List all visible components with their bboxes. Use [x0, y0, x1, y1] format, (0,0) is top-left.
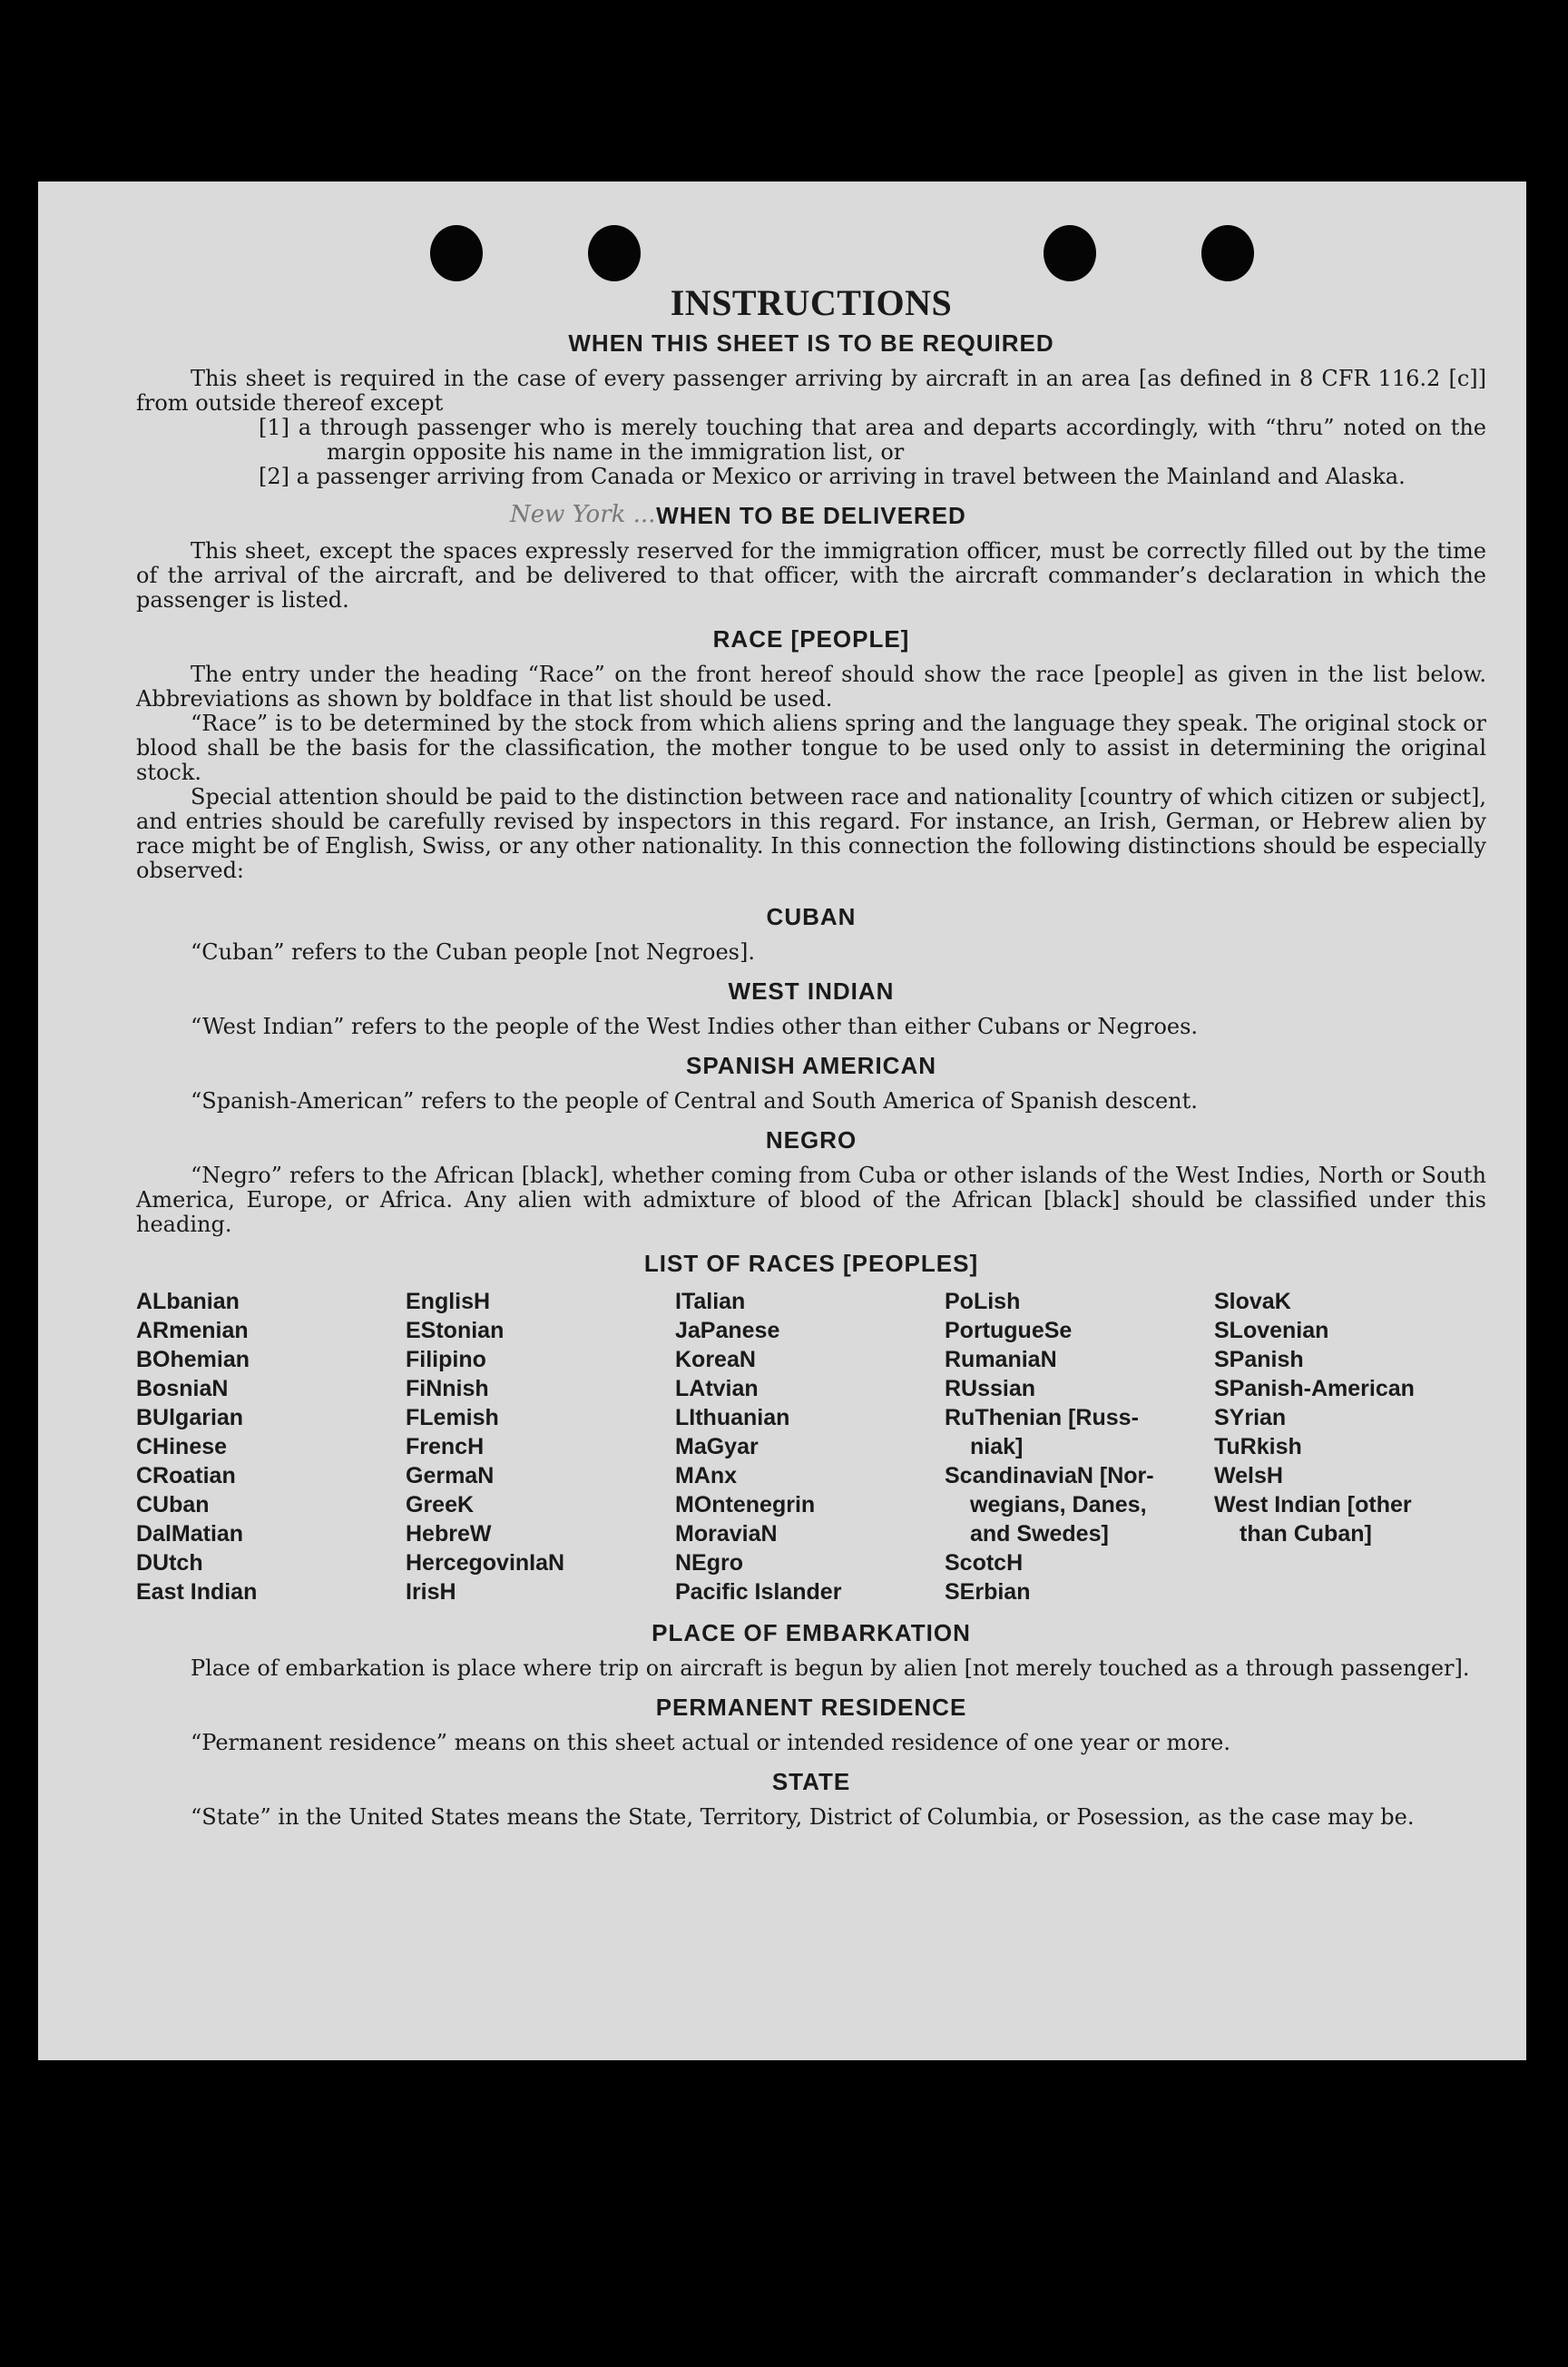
race-item: ARmenian — [136, 1318, 249, 1343]
race-item: SLovenian — [1214, 1318, 1329, 1343]
race-item: GermaN — [406, 1463, 495, 1488]
race-item: NEgro — [675, 1550, 743, 1576]
races-column-1 — [136, 1287, 395, 1606]
race-item: IrisH — [406, 1579, 456, 1605]
race-item: ALbanian — [136, 1289, 240, 1314]
heading-permanent-residence: PERMANENT RESIDENCE — [655, 1694, 967, 1721]
race-item: ScotcH — [945, 1550, 1024, 1576]
race-item: RuThenian [Russ- — [945, 1405, 1139, 1430]
paragraph: “West Indian” refers to the people of the West Indies other than either Cubans or Negroes. — [191, 1014, 1199, 1039]
heading-spanish-american: SPANISH AMERICAN — [685, 1052, 936, 1079]
race-item: BUlgarian — [136, 1405, 244, 1430]
paragraph: Special attention should be paid to the distinction between race and nationality [country of which citizen or subject], and entries should be carefully revised by inspectors in this regard. For instance, an Irish, German, or Hebrew alien by race might be of English, Swiss, or any other nationality. In this connection the following distinctions should be especially observed: — [136, 784, 1486, 883]
races-column-4 — [945, 1287, 1203, 1606]
race-item: PoLish — [945, 1289, 1021, 1314]
race-item: DUtch — [136, 1550, 203, 1576]
race-item: SYrian — [1214, 1405, 1287, 1430]
heading-state: STATE — [771, 1768, 851, 1795]
race-item: MaGyar — [675, 1434, 759, 1459]
races-list — [136, 1287, 1486, 1606]
paragraph: “Cuban” refers to the Cuban people [not Negroes]. — [191, 939, 755, 965]
race-item: West Indian [other — [1214, 1492, 1412, 1517]
punch-hole — [430, 225, 483, 281]
race-item: WelsH — [1214, 1463, 1283, 1488]
instructions-content — [136, 281, 1486, 1830]
list-item: [2] a passenger arriving from Canada or Mexico or arriving in travel between the Mainland and Alaska. — [259, 464, 1406, 489]
heading-when-delivered: WHEN TO BE DELIVERED — [656, 502, 966, 529]
punch-hole — [1044, 225, 1096, 281]
race-item: CUban — [136, 1492, 210, 1517]
race-item: than Cuban] — [1240, 1521, 1372, 1547]
paragraph: “Permanent residence” means on this sheet actual or intended residence of one year or more. — [191, 1730, 1230, 1755]
paragraph: “Race” is to be determined by the stock from which aliens spring and the language they speak. The original stock or blood shall be the basis for the classification, the mother tongue to be used only to assist in determining the original stock. — [136, 711, 1486, 785]
heading-negro: NEGRO — [765, 1126, 858, 1154]
races-column-2 — [406, 1287, 664, 1606]
document-page — [38, 182, 1526, 2060]
paragraph: Place of embarkation is place where trip on aircraft is begun by alien [not merely touched as a through passenger]. — [191, 1655, 1470, 1681]
paragraph: This sheet, except the spaces expressly reserved for the immigration officer, must be correctly filled out by the time of the arrival of the aircraft, and be delivered to that officer, with the aircraft commander’s declaration in which the passenger is listed. — [136, 538, 1486, 613]
punch-hole — [1201, 225, 1254, 281]
paragraph: “Negro” refers to the African [black], whether coming from Cuba or other islands of the West Indies, North or South America, Europe, or Africa. Any alien with admixture of blood of the African [black] should be classified under this heading. — [136, 1163, 1486, 1237]
race-item: RumaniaN — [945, 1347, 1057, 1372]
heading-cuban: CUBAN — [766, 903, 857, 930]
race-item: CRoatian — [136, 1463, 236, 1488]
race-item: SPanish-American — [1214, 1376, 1415, 1401]
race-item: HercegovinIaN — [406, 1550, 565, 1576]
paragraph: “State” in the United States means the State, Territory, District of Columbia, or Posession, as the case may be. — [191, 1804, 1415, 1830]
race-item: MAnx — [675, 1463, 738, 1488]
paragraph: “Spanish-American” refers to the people of Central and South America of Spanish descent. — [191, 1088, 1198, 1114]
race-item: DalMatian — [136, 1521, 244, 1547]
race-item: SErbian — [945, 1579, 1031, 1605]
race-item: ITalian — [675, 1289, 746, 1314]
paragraph: The entry under the heading “Race” on the front hereof should show the race [people] as given in the list below. Abbreviations as shown by boldface in that list should be used. — [136, 662, 1486, 712]
race-item: ScandinaviaN [Nor- — [945, 1463, 1154, 1488]
race-item: niak] — [970, 1434, 1024, 1459]
heading-place-of-embarkation: PLACE OF EMBARKATION — [652, 1619, 971, 1646]
race-item: BOhemian — [136, 1347, 250, 1372]
races-column-3 — [675, 1287, 934, 1606]
race-item: EnglisH — [406, 1289, 491, 1314]
race-item: KoreaN — [675, 1347, 756, 1372]
race-item: Pacific Islander — [675, 1579, 842, 1605]
race-item: CHinese — [136, 1434, 228, 1459]
race-item: FiNnish — [406, 1376, 489, 1401]
race-item: RUssian — [945, 1376, 1036, 1401]
race-item: PortugueSe — [945, 1318, 1073, 1343]
heading-race: RACE [PEOPLE] — [712, 625, 910, 653]
paragraph: This sheet is required in the case of every passenger arriving by aircraft in an area [as defined in 8 CFR 116.2 [c]] from outside thereof except — [136, 366, 1486, 416]
page-title: INSTRUCTIONS — [670, 282, 953, 323]
race-item: HebreW — [406, 1521, 492, 1547]
race-item: EStonian — [406, 1318, 505, 1343]
race-item: FLemish — [406, 1405, 499, 1430]
list-item: [1] a through passenger who is merely touching that area and departs accordingly, with “thru” noted on the margin opposite his name in the immigration list, or — [259, 415, 1486, 465]
race-item: SlovaK — [1214, 1289, 1291, 1314]
race-item: FrencH — [406, 1434, 485, 1459]
race-item: East Indian — [136, 1579, 258, 1605]
handwritten-annotation: New York ... — [510, 501, 656, 528]
races-column-5 — [1214, 1287, 1486, 1606]
race-item: MoraviaN — [675, 1521, 778, 1547]
punch-hole — [588, 225, 641, 281]
race-item: LAtvian — [675, 1376, 759, 1401]
heading-list-of-races: LIST OF RACES [PEOPLES] — [643, 1250, 979, 1277]
race-item: LIthuanian — [675, 1405, 790, 1430]
race-item: BosniaN — [136, 1376, 229, 1401]
heading-when-required: WHEN THIS SHEET IS TO BE REQUIRED — [568, 329, 1054, 357]
race-item: wegians, Danes, — [970, 1492, 1147, 1517]
race-item: SPanish — [1214, 1347, 1304, 1372]
race-item: MOntenegrin — [675, 1492, 816, 1517]
heading-west-indian: WEST INDIAN — [728, 977, 895, 1005]
race-item: TuRkish — [1214, 1434, 1302, 1459]
race-item: JaPanese — [675, 1318, 780, 1343]
race-item: and Swedes] — [970, 1521, 1109, 1547]
race-item: GreeK — [406, 1492, 475, 1517]
race-item: Filipino — [406, 1347, 486, 1372]
